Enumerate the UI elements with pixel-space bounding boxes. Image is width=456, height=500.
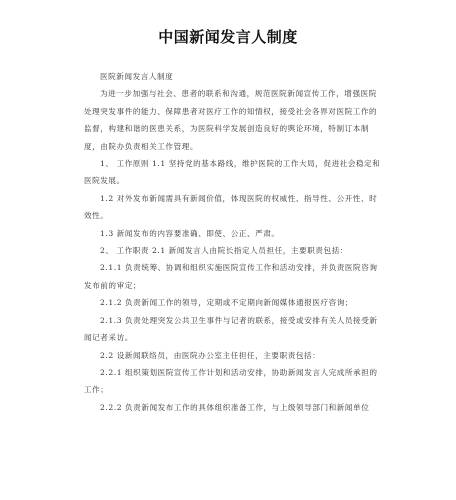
- paragraph-duty-2-2-2: 2.2.2 负责新闻发布工作的具体组织准备工作，与上级领导部门和新闻单位: [100, 402, 370, 412]
- paragraph-principle-1-1: 1、 工作原则 1.1 坚持党的基本路线，维护医院的工作大局，促进社会稳定和医院发展。: [84, 159, 381, 186]
- paragraph-principle-1-2: 1.2 对外发布新闻需具有新闻价值，体现医院的权威性、指导性、公开性、时效性。: [84, 193, 378, 221]
- paragraph-subtitle: 医院新闻发言人制度: [100, 72, 174, 81]
- paragraph-duty-2-2-1: 2.2.1 组织策划医院宣传工作计划和活动安排，协助新闻发言人完成所承担的工作；: [84, 367, 378, 395]
- paragraph-duty-2-1: 2、 工作职责 2.1 新闻发言人由院长指定人员担任，主要职责包括：: [100, 246, 348, 256]
- paragraph-duty-2-1-1: 2.1.1 负责统筹、协调和组织实施医院宣传工作和活动安排，并负责医院咨询发布前的审定；: [84, 263, 378, 290]
- paragraph-duty-2-2: 2.2 设新闻联络员，由医院办公室主任担任，主要职责包括：: [100, 350, 321, 360]
- document-title: 中国新闻发言人制度: [158, 28, 298, 46]
- paragraph-duty-2-1-3: 2.1.3 负责处理突发公共卫生事件与记者的联系，接受或安排有关人员接受新闻记者采访。: [84, 315, 378, 343]
- paragraph-principle-1-3: 1.3 新闻发布的内容要准确、即使、公正、严肃。: [100, 228, 280, 238]
- document-body: [84, 68, 384, 416]
- paragraph-duty-2-1-2: 2.1.2 负责新闻工作的领导，定期或不定期向新闻媒体通报医疗咨询；: [100, 298, 354, 308]
- paragraph-intro: 为进一步加强与社会、患者的联系和沟通，规范医院新闻宣传工作，增强医院处理突发事件的能力、保障患者对医疗工作的知情权，接受社会各界对医院工作的监督，构建和谐的医患关系，为医院科学发展创造良好的舆论环境，特制订本制度，由院办负责相关工作管理。: [84, 89, 378, 151]
